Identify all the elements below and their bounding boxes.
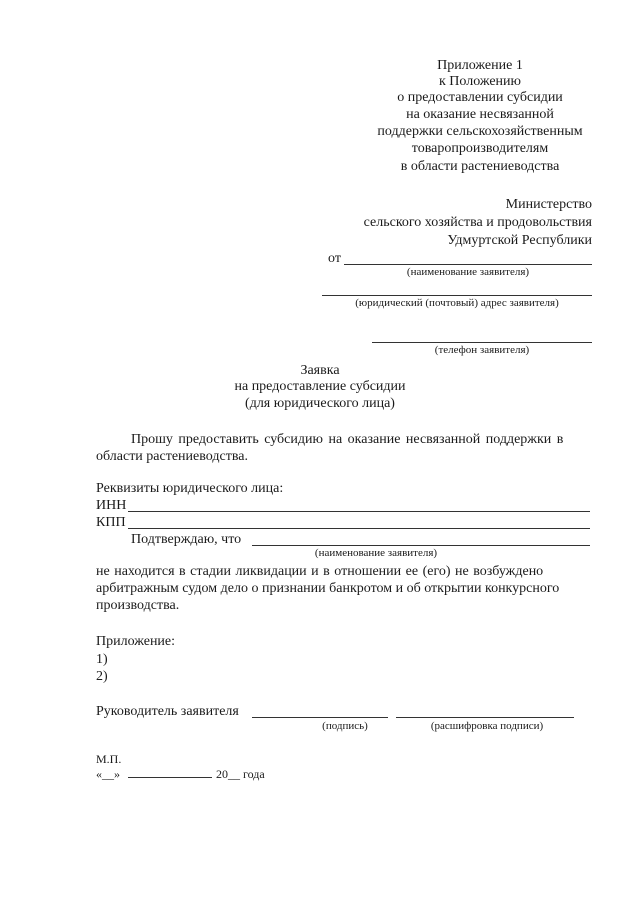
attachments-label: Приложение: [96, 634, 176, 649]
title-line: на предоставление субсидии [234, 379, 406, 394]
applicant-name-field[interactable] [344, 264, 592, 265]
addressee-line: Министерство [505, 197, 592, 212]
title-line: (для юридического лица) [245, 396, 395, 411]
kpp-label: КПП [96, 515, 126, 530]
addressee-line: сельского хозяйства и продовольствия [363, 215, 592, 230]
signature-transcript-field[interactable] [396, 717, 574, 718]
appendix-header-line: в области растениеводства [400, 159, 560, 174]
confirm-applicant-field[interactable] [252, 545, 590, 546]
applicant-phone-caption: (телефон заявителя) [434, 344, 530, 356]
from-label: от [328, 251, 341, 266]
signature-caption: (подпись) [322, 720, 368, 732]
inn-field[interactable] [128, 511, 590, 512]
appendix-header-line: Приложение 1 [437, 58, 523, 73]
addressee-line: Удмуртской Республики [447, 233, 592, 248]
appendix-header-line: поддержки сельскохозяйственным [377, 124, 583, 139]
date-year: 20__ года [216, 767, 265, 781]
requisites-label: Реквизиты юридического лица: [96, 481, 284, 496]
request-text: Прошу предоставить субсидию на оказание несвязанной поддержки в [131, 432, 564, 447]
applicant-phone-field[interactable] [372, 342, 592, 343]
head-label: Руководитель заявителя [96, 704, 239, 719]
appendix-header-line: на оказание несвязанной [406, 107, 554, 122]
date-month-field[interactable] [128, 777, 212, 778]
statement-text: производства. [96, 598, 180, 613]
transcript-caption: (расшифровка подписи) [430, 720, 544, 732]
appendix-header-line: товаропроизводителям [411, 141, 549, 156]
date-day: «__» [96, 767, 120, 781]
attachment-item: 2) [96, 669, 108, 684]
signature-field[interactable] [252, 717, 388, 718]
applicant-name-caption: (наименование заявителя) [406, 266, 530, 278]
inn-label: ИНН [96, 498, 127, 513]
stamp-label: М.П. [96, 752, 122, 766]
appendix-header-line: к Положению [438, 74, 521, 89]
confirm-caption: (наименование заявителя) [314, 547, 438, 559]
request-text: области растениеводства. [96, 449, 248, 464]
statement-text: арбитражным судом дело о признании банкротом и об открытии конкурсного [96, 581, 560, 596]
statement-text: не находится в стадии ликвидации и в отношении ее (его) не возбуждено [96, 564, 544, 579]
applicant-address-caption: (юридический (почтовый) адрес заявителя) [355, 297, 559, 309]
confirm-label: Подтверждаю, что [131, 532, 242, 547]
kpp-field[interactable] [128, 528, 590, 529]
attachment-item: 1) [96, 652, 108, 667]
appendix-header-line: о предоставлении субсидии [397, 90, 563, 105]
title-line: Заявка [300, 363, 340, 378]
applicant-address-field[interactable] [322, 295, 592, 296]
